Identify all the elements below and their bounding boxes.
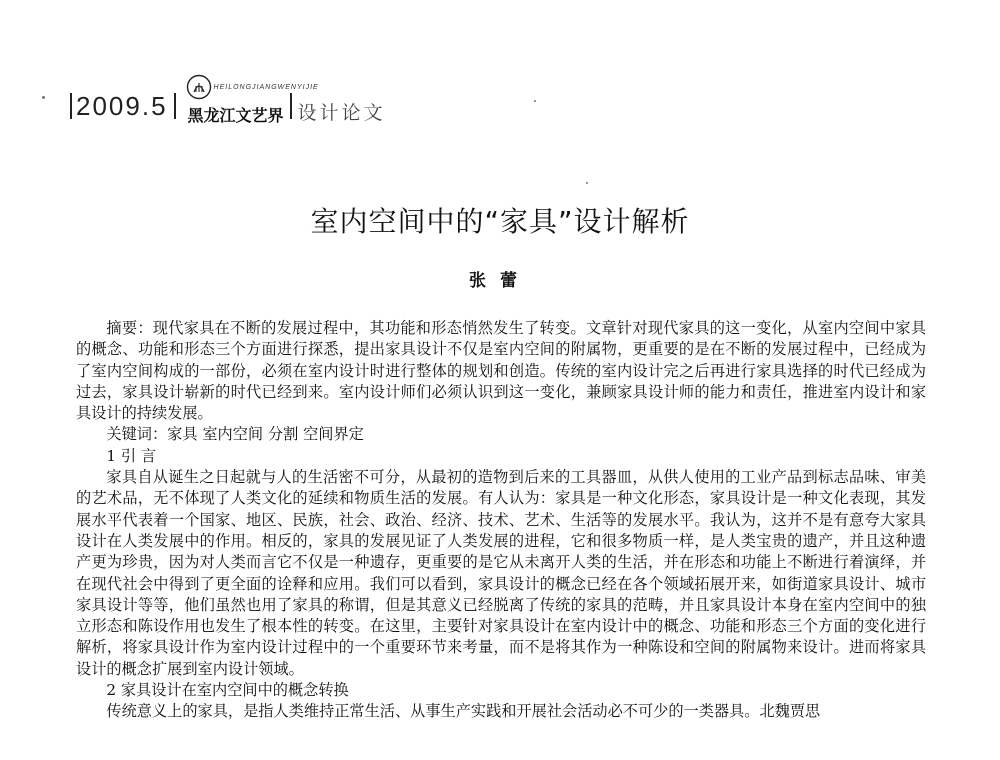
issue-number: 2009.5 [70,93,168,119]
running-header [70,86,386,126]
header-divider-2 [290,93,292,119]
scan-speck [42,96,45,99]
keywords-line: 关键词：家具 室内空间 分割 空间界定 [106,425,364,444]
journal-name: 黑龙江文艺界 [187,106,284,125]
article-body [76,318,926,723]
journal-logo [187,84,319,126]
section-1-paragraph: 家具自从诞生之日起就与人的生活密不可分，从最初的造物到后来的工具器皿，从供人使用的工业产品到标志品味、审美的艺术品，无不体现了人类文化的延续和物质生活的发展。有人认为：家具是一种文化形态，家具设计是一种文化表现，其发展水平代表着一个国家、地区、民族，社会、政治、经济、技术、艺术、生活等的发展水平。我认为，这并不是有意夸大家具设计在人类发展中的作用。相反的，家具的发展见证了人类发展的进程，它和很多物质一样，是人类宝贵的遗产，并且这种遗产更为珍贵，因为对人类而言它不仅是一种遗存，更重要的是它从未离开人类的生活，并在形态和功能上不断进行着演绎，并在现代社会中得到了更全面的诠释和应用。我们可以看到，家具设计的概念已经在各个领域拓展开来，如街道家具设计、城市家具设计等等，他们虽然也用了家具的称谓，但是其意义已经脱离了传统的家具的范畴，并且家具设计本身在室内空间中的独立形态和陈设作用也发生了根本性的转变。在这里，主要针对家具设计在室内设计中的概念、功能和形态三个方面的变化进行解析，将家具设计作为室内设计过程中的一个重要环节来考量，而不是将其作为一种陈设和空间的附属物来设计。进而将家具设计的概念扩展到室内设计领域。 [76,468,926,678]
header-divider [174,93,176,119]
column-name: 设计论文 [297,101,386,124]
scan-speck [534,100,536,102]
section-heading-1: 1 引 言 [106,446,157,465]
journal-pinyin: HEILONGJIANGWENYIJIE [213,84,319,91]
section-2-paragraph: 传统意义上的家具，是指人类维持正常生活、从事生产实践和开展社会活动必不可少的一类器具。北魏贾思 [106,702,821,721]
article-author: 张蕾 [469,271,531,291]
abstract-paragraph: 摘要：现代家具在不断的发展过程中，其功能和形态悄然发生了转变。文章针对现代家具的这一变化，从室内空间中家具的概念、功能和形态三个方面进行探悉，提出家具设计不仅是室内空间的附属物，更重要的是在不断的发展过程中，已经成为了室内空间构成的一部份，必须在室内设计时进行整体的规划和创造。传统的室内设计完之后再进行家具选择的时代已经成为过去，家具设计崭新的时代已经到来。室内设计师们必须认识到这一变化，兼顾家具设计师的能力和责任，推进室内设计和家具设计的持续发展。 [76,319,926,423]
journal-emblem-icon [186,74,212,100]
scan-speck [586,182,588,184]
section-heading-2: 2 家具设计在室内空间中的概念转换 [106,681,349,700]
article-title: 室内空间中的“家具”设计解析 [310,205,690,238]
